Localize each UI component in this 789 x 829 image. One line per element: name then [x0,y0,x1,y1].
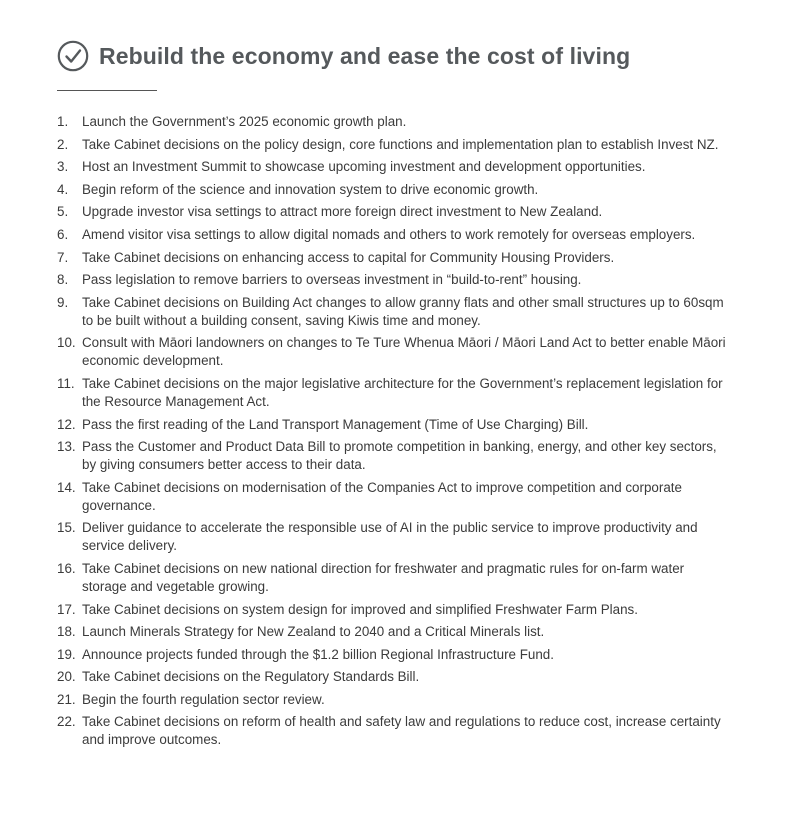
item-text: Upgrade investor visa settings to attract more foreign direct investment to New Zealand. [82,204,603,220]
item-number: 1. [57,114,69,129]
list-item [57,691,727,709]
item-number: 5. [57,204,69,220]
list-item [57,601,727,619]
item-number: 19. [57,646,76,662]
list-item [57,181,727,199]
item-number: 16. [57,560,76,576]
list-item [57,623,727,641]
item-number: 21. [57,691,76,707]
list-item [57,375,727,411]
list-item [57,479,727,515]
item-text: Launch Minerals Strategy for New Zealand to 2040 and a Critical Minerals list. [82,624,545,640]
item-number: 18. [57,624,76,640]
list-item [57,294,727,330]
item-text: Take Cabinet decisions on the major legislative architecture for the Government’s replacement legislation for the Resource Management Act. [82,375,723,409]
item-text: Take Cabinet decisions on enhancing access to capital for Community Housing Providers. [82,249,615,265]
item-number: 9. [57,294,69,310]
list-item [57,416,727,434]
item-number: 7. [57,249,69,265]
item-text: Take Cabinet decisions on new national direction for freshwater and pragmatic rules for on-farm water storage and vegetable growing. [82,560,685,594]
item-number: 6. [57,226,69,242]
title-underline [57,90,157,91]
list-item [57,203,727,221]
item-text: Amend visitor visa settings to allow digital nomads and others to work remotely for overseas employers. [82,226,696,242]
item-number: 22. [57,714,76,730]
item-text: Pass the Customer and Product Data Bill to promote competition in banking, energy, and other key sectors, by giving consumers better access to their data. [82,439,717,473]
item-number: 3. [57,159,69,175]
list-item [57,158,727,176]
item-text: Deliver guidance to accelerate the responsible use of AI in the public service to improve productivity and service delivery. [82,520,698,554]
item-text: Begin the fourth regulation sector review. [82,691,325,707]
list-item [57,271,727,289]
action-list [57,113,727,754]
item-text: Pass the first reading of the Land Transport Management (Time of Use Charging) Bill. [82,416,589,432]
section-title: Rebuild the economy and ease the cost of living [99,42,631,69]
item-text: Take Cabinet decisions on system design for improved and simplified Freshwater Farm Plans. [82,601,638,617]
item-number: 14. [57,479,76,495]
list-item [57,249,727,267]
list-item [57,668,727,686]
item-number: 13. [57,439,76,455]
item-text: Launch the Government’s 2025 economic growth plan. [82,114,407,129]
item-number: 15. [57,520,76,536]
list-item [57,646,727,664]
item-text: Pass legislation to remove barriers to overseas investment in “build-to-rent” housing. [82,272,582,288]
list-item [57,519,727,555]
list-item [57,713,727,749]
item-text: Host an Investment Summit to showcase upcoming investment and development opportunities. [82,159,646,175]
item-number: 4. [57,181,69,197]
list-item [57,438,727,474]
list-item [57,113,727,131]
list-item [57,226,727,244]
list-item [57,560,727,596]
item-number: 20. [57,669,76,685]
item-text: Take Cabinet decisions on Building Act changes to allow granny flats and other small structures up to 60sqm to be built without a building consent, saving Kiwis time and money. [82,294,724,328]
list-item [57,334,727,370]
item-text: Take Cabinet decisions on reform of health and safety law and regulations to reduce cost, increase certainty and improve outcomes. [82,714,721,748]
item-text: Take Cabinet decisions on the policy design, core functions and implementation plan to establish Invest NZ. [82,136,719,152]
item-text: Consult with Māori landowners on changes to Te Ture Whenua Māori / Māori Land Act to better enable Māori economic development. [82,335,726,369]
item-number: 17. [57,601,76,617]
item-text: Announce projects funded through the $1.2 billion Regional Infrastructure Fund. [82,646,554,662]
check-circle-icon [57,40,89,72]
item-text: Take Cabinet decisions on the Regulatory Standards Bill. [82,669,420,685]
item-text: Take Cabinet decisions on modernisation of the Companies Act to improve competition and corporate governance. [82,479,682,513]
section-heading [57,40,630,72]
item-number: 2. [57,136,69,152]
item-number: 11. [57,375,75,391]
item-text: Begin reform of the science and innovation system to drive economic growth. [82,181,539,197]
item-number: 12. [57,416,76,432]
item-number: 8. [57,272,69,288]
list-item [57,136,727,154]
item-number: 10. [57,335,76,351]
